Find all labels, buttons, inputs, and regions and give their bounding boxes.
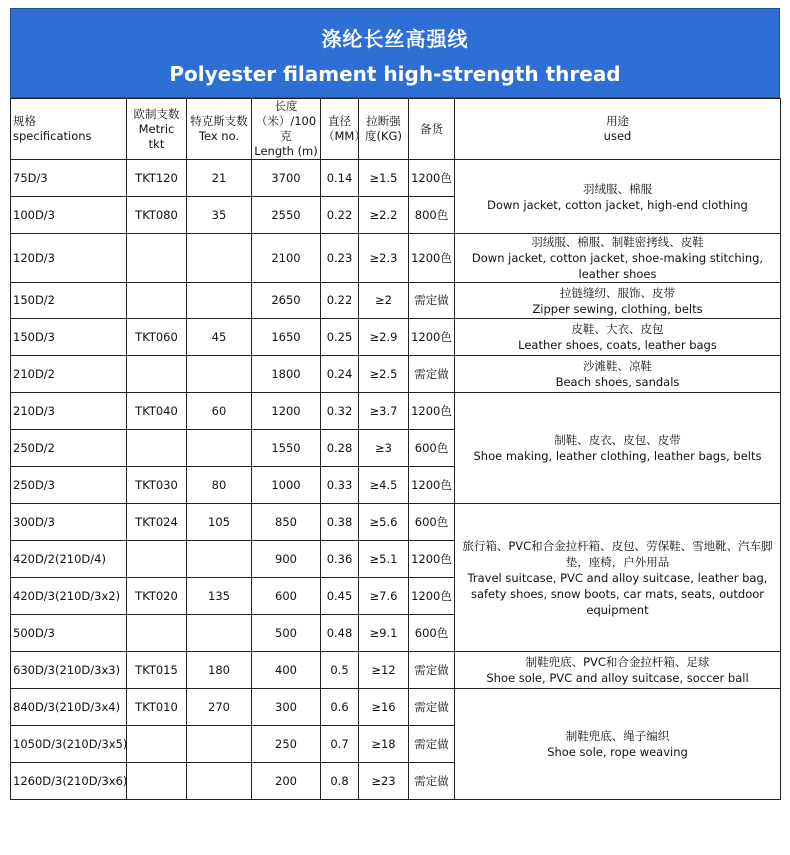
cell-spec: 500D/3 [11,615,127,652]
cell-tex [187,234,252,283]
cell-length: 850 [252,504,321,541]
cell-stock: 需定做 [409,283,455,319]
cell-diameter: 0.24 [321,356,359,393]
cell-tex: 180 [187,652,252,689]
use-en: Down jacket, cotton jacket, high-end clothing [487,197,748,212]
use-en: Shoe sole, PVC and alloy suitcase, soccer ball [486,671,749,685]
cell-metric [127,726,187,763]
cell-diameter: 0.38 [321,504,359,541]
cell-stock: 1200色 [409,578,455,615]
cell-stock: 1200色 [409,467,455,504]
cell-spec: 630D/3(210D/3x3) [11,652,127,689]
cell-spec: 150D/3 [11,319,127,356]
cell-stock: 1200色 [409,393,455,430]
cell-use [455,652,781,689]
cell-diameter: 0.5 [321,652,359,689]
cell-diameter: 0.36 [321,541,359,578]
header-row [11,99,781,160]
cell-stock: 需定做 [409,652,455,689]
cell-strength: ≥4.5 [359,467,409,504]
use-en: Leather shoes, coats, leather bags [518,338,717,352]
header-spec-en: specifications [13,129,92,143]
cell-tex: 135 [187,578,252,615]
cell-tex [187,763,252,800]
cell-strength: ≥18 [359,726,409,763]
cell-stock: 600色 [409,504,455,541]
cell-spec: 210D/3 [11,393,127,430]
use-cn: 旅行箱、PVC和合金拉杆箱、皮包、劳保鞋、雪地靴、汽车脚垫，座椅，户外用品 [462,538,773,569]
cell-strength: ≥7.6 [359,578,409,615]
cell-use [455,689,781,800]
cell-use [455,356,781,393]
cell-strength: ≥2.9 [359,319,409,356]
cell-diameter: 0.22 [321,283,359,319]
header-tex-cn: 特克斯支数 [190,114,248,128]
cell-use [455,160,781,234]
use-en: Beach shoes, sandals [555,375,680,389]
cell-diameter: 0.32 [321,393,359,430]
cell-strength: ≥1.5 [359,160,409,197]
cell-strength: ≥23 [359,763,409,800]
cell-diameter: 0.6 [321,689,359,726]
use-cn: 皮鞋、大衣、皮包 [571,322,664,336]
table-row [11,283,781,319]
cell-length: 1550 [252,430,321,467]
cell-diameter: 0.33 [321,467,359,504]
cell-strength: ≥3 [359,430,409,467]
cell-metric [127,541,187,578]
cell-use [455,319,781,356]
use-en: Shoe sole, rope weaving [547,745,688,759]
cell-metric: TKT030 [127,467,187,504]
header-diameter-label: 直径（MM） [323,114,366,143]
cell-tex: 21 [187,160,252,197]
cell-stock: 800色 [409,197,455,234]
cell-spec: 420D/3(210D/3x2) [11,578,127,615]
cell-use [455,504,781,652]
cell-tex [187,430,252,467]
cell-length: 3700 [252,160,321,197]
cell-use [455,283,781,319]
cell-length: 250 [252,726,321,763]
cell-diameter: 0.23 [321,234,359,283]
header-tex-en: Tex no. [198,129,240,143]
header-metric-en: Metric tkt [138,121,175,151]
cell-metric: TKT024 [127,504,187,541]
use-cn: 制鞋、皮衣、皮包、皮带 [554,433,681,447]
cell-stock: 600色 [409,615,455,652]
cell-spec: 120D/3 [11,234,127,283]
cell-strength: ≥5.6 [359,504,409,541]
title-en: Polyester filament high-strength thread [169,62,621,86]
spec-table [10,98,781,800]
cell-strength: ≥2.5 [359,356,409,393]
use-cn: 制鞋兜底、绳子编织 [565,729,670,743]
cell-spec: 300D/3 [11,504,127,541]
cell-tex: 45 [187,319,252,356]
cell-metric [127,234,187,283]
cell-length: 500 [252,615,321,652]
table-row [11,504,781,541]
cell-tex: 80 [187,467,252,504]
cell-spec: 75D/3 [11,160,127,197]
cell-use [455,234,781,283]
use-en: Shoe making, leather clothing, leather bags, belts [473,449,762,463]
header-stock [409,99,455,160]
cell-metric: TKT040 [127,393,187,430]
cell-length: 200 [252,763,321,800]
cell-stock: 1200色 [409,319,455,356]
use-cn: 羽绒服、棉服 [583,181,652,196]
cell-length: 2550 [252,197,321,234]
cell-diameter: 0.45 [321,578,359,615]
cell-strength: ≥2.2 [359,197,409,234]
cell-spec: 1260D/3(210D/3x6) [11,763,127,800]
title-cn: 涤纶长丝高强线 [321,27,469,51]
table-row [11,356,781,393]
cell-strength: ≥5.1 [359,541,409,578]
cell-strength: ≥3.7 [359,393,409,430]
header-length-en: Length (m) [254,144,318,158]
cell-length: 1650 [252,319,321,356]
header-strength-label: 拉断强度(KG) [365,114,402,143]
cell-length: 1800 [252,356,321,393]
cell-length: 2650 [252,283,321,319]
header-metric [127,99,187,160]
header-length-cn: 长度（米）/100克 [255,99,317,143]
cell-spec: 1050D/3(210D/3x5) [11,726,127,763]
use-en: Zipper sewing, clothing, belts [532,301,703,316]
header-use [455,99,781,160]
cell-metric: TKT120 [127,160,187,197]
cell-tex [187,615,252,652]
cell-stock: 1200色 [409,541,455,578]
cell-length: 2100 [252,234,321,283]
cell-length: 300 [252,689,321,726]
spec-sheet [10,8,780,800]
cell-diameter: 0.28 [321,430,359,467]
cell-length: 1000 [252,467,321,504]
cell-stock: 需定做 [409,726,455,763]
header-use-en: used [603,129,632,143]
cell-use [455,393,781,504]
cell-tex [187,726,252,763]
header-diameter [321,99,366,160]
cell-spec: 210D/2 [11,356,127,393]
cell-length: 900 [252,541,321,578]
use-cn: 羽绒服、棉服、制鞋密拷线、皮鞋 [531,235,704,249]
cell-stock: 需定做 [409,763,455,800]
cell-metric: TKT080 [127,197,187,234]
title-banner [10,8,780,98]
table-row [11,652,781,689]
cell-strength: ≥9.1 [359,615,409,652]
header-spec [11,99,127,160]
cell-diameter: 0.22 [321,197,359,234]
table-row [11,689,781,726]
header-use-cn: 用途 [606,114,629,128]
use-cn: 制鞋兜底、PVC和合金拉杆箱、足球 [525,655,710,669]
cell-spec: 150D/2 [11,283,127,319]
table-row [11,319,781,356]
header-metric-cn: 欧制支数 [133,106,180,121]
cell-metric: TKT020 [127,578,187,615]
cell-spec: 250D/3 [11,467,127,504]
cell-tex: 105 [187,504,252,541]
cell-diameter: 0.7 [321,726,359,763]
cell-stock: 需定做 [409,689,455,726]
cell-diameter: 0.48 [321,615,359,652]
header-stock-label: 备货 [420,121,443,136]
cell-metric [127,356,187,393]
header-strength [359,99,409,160]
cell-spec: 840D/3(210D/3x4) [11,689,127,726]
cell-diameter: 0.25 [321,319,359,356]
cell-diameter: 0.8 [321,763,359,800]
table-row [11,160,781,197]
cell-tex [187,541,252,578]
cell-stock: 需定做 [409,356,455,393]
cell-stock: 1200色 [409,234,455,283]
cell-stock: 600色 [409,430,455,467]
cell-length: 400 [252,652,321,689]
cell-strength: ≥2 [359,283,409,319]
use-en: Travel suitcase, PVC and alloy suitcase, leather bag, safety shoes, snow boots, car mats, seats, outdoor equipment [467,570,768,617]
cell-metric [127,615,187,652]
header-length [252,99,321,160]
cell-strength: ≥16 [359,689,409,726]
cell-spec: 420D/2(210D/4) [11,541,127,578]
table-row [11,393,781,430]
cell-metric: TKT015 [127,652,187,689]
cell-tex: 60 [187,393,252,430]
cell-strength: ≥12 [359,652,409,689]
cell-metric [127,283,187,319]
cell-spec: 250D/2 [11,430,127,467]
use-cn: 沙滩鞋、凉鞋 [583,359,652,373]
header-spec-cn: 规格 [13,114,36,128]
cell-spec: 100D/3 [11,197,127,234]
header-tex [187,99,252,160]
cell-tex: 270 [187,689,252,726]
cell-tex [187,356,252,393]
cell-tex [187,283,252,319]
cell-stock: 1200色 [409,160,455,197]
cell-length: 600 [252,578,321,615]
cell-tex: 35 [187,197,252,234]
cell-metric: TKT010 [127,689,187,726]
cell-metric: TKT060 [127,319,187,356]
use-cn: 拉链缝纫、服饰、皮带 [560,285,675,300]
cell-metric [127,763,187,800]
cell-diameter: 0.14 [321,160,359,197]
cell-metric [127,430,187,467]
cell-length: 1200 [252,393,321,430]
table-row [11,234,781,283]
use-en: Down jacket, cotton jacket, shoe-making stitching, leather shoes [471,251,764,281]
cell-strength: ≥2.3 [359,234,409,283]
